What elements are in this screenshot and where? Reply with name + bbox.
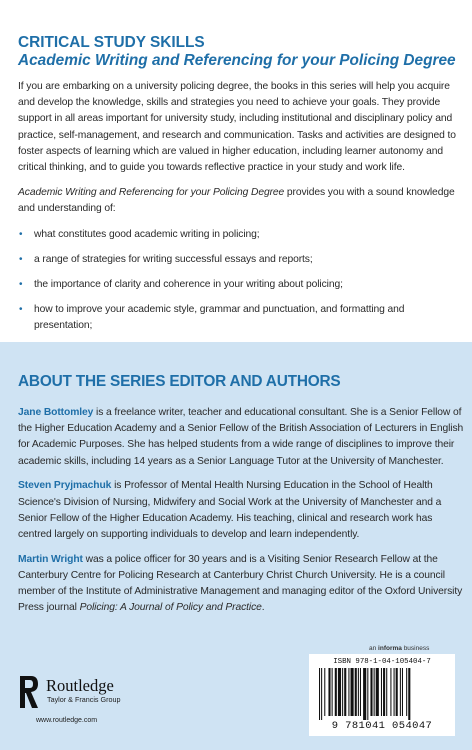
author-bio-text: was a police officer for 30 years and is a Visiting Senior Research Fellow at the Canterbury Centre for Policing Research at Canterbury Christ Church University. He is a council member of the Institute of Administrative Management and managing editor of the Oxford University Press journal bbox=[18, 553, 463, 614]
series-description-section bbox=[0, 0, 472, 342]
author-name: Steven Pryjmachuk bbox=[18, 480, 112, 492]
bullet-icon: • bbox=[19, 228, 23, 240]
author-name: Jane Bottomley bbox=[18, 407, 94, 418]
list-item-text: what constitutes good academic writing in policing; bbox=[34, 228, 260, 240]
learning-points-list bbox=[18, 227, 464, 359]
intro-paragraph: If you are embarking on a university policing degree, the books in this series will help you acquire and develop the knowledge, skills and strategies you need to achieve your goals. They provide support in all areas important for university study, including institutional and disciplinary policy and practice, self-management, and research and communication. Tasks and activities are designed to foster aspects of learning which are valued in higher education, including learner autonomy and critical thinking, and to guide you towards reflective practice in your study and work life. bbox=[18, 81, 456, 174]
intro-text bbox=[18, 79, 464, 368]
list-item bbox=[18, 277, 464, 293]
author-bios bbox=[18, 405, 464, 625]
about-heading: ABOUT THE SERIES EDITOR AND AUTHORS bbox=[18, 373, 341, 390]
series-title: CRITICAL STUDY SKILLS bbox=[18, 34, 205, 51]
isbn-label: ISBN 978-1-04-105404-7 bbox=[333, 658, 431, 666]
bullet-icon: • bbox=[19, 303, 23, 315]
author-bio bbox=[18, 405, 464, 470]
series-subtitle: Academic Writing and Referencing for your Policing Degree bbox=[18, 52, 456, 69]
barcode-bars bbox=[319, 668, 445, 720]
about-authors-section bbox=[0, 342, 472, 750]
publisher-name: Routledge bbox=[46, 676, 114, 695]
book-summary-text: provides you with a sound knowledge and understanding of: bbox=[18, 187, 455, 215]
author-bio bbox=[18, 552, 464, 617]
bullet-icon: • bbox=[19, 278, 23, 290]
author-name: Martin Wright bbox=[18, 553, 83, 565]
informa-brand: informa bbox=[378, 645, 402, 652]
routledge-logo-icon bbox=[18, 675, 40, 709]
author-bio bbox=[18, 478, 464, 543]
barcode bbox=[309, 654, 455, 736]
barcode-number: 9 781041 054047 bbox=[331, 720, 433, 732]
author-bio-text: is Professor of Mental Health Nursing Education in the School of Health Science's Division of Nursing, Midwifery and Social Work at the University of Manchester and a Senior Fellow of the Higher Education Academy. His teaching, clinical and research work has centred largely on supporting individuals to develop and learn independently. bbox=[18, 480, 442, 540]
bio-end: . bbox=[261, 602, 265, 614]
bullet-icon: • bbox=[19, 253, 23, 265]
informa-prefix: an bbox=[369, 645, 379, 652]
list-item-text: how to improve your academic style, grammar and punctuation, and formatting and presentation; bbox=[34, 303, 405, 331]
journal-title: Policing: A Journal of Policy and Practice bbox=[79, 602, 262, 614]
publisher-group: Taylor & Francis Group bbox=[47, 695, 121, 704]
book-title: Academic Writing and Referencing for your Policing Degree bbox=[18, 187, 285, 199]
list-item bbox=[18, 302, 464, 334]
publisher-block bbox=[18, 673, 158, 733]
list-item-text: the importance of clarity and coherence in your writing about policing; bbox=[34, 278, 343, 290]
series-heading bbox=[18, 34, 458, 70]
publisher-url[interactable]: www.routledge.com bbox=[36, 717, 98, 724]
list-item-text: a range of strategies for writing successful essays and reports; bbox=[34, 253, 313, 265]
informa-business-label bbox=[369, 645, 429, 652]
book-summary-paragraph bbox=[18, 185, 464, 217]
list-item bbox=[18, 252, 464, 268]
author-bio-text: is a freelance writer, teacher and educational consultant. She is a Senior Fellow of the Higher Education Academy and a Senior Fellow of the British Association of Lecturers in English for Academic Purposes. She has helped students from a wide range of disciplines to improve their academic skills, including 14 years as a Senior Language Tutor at the University of Manchester. bbox=[18, 407, 464, 467]
informa-suffix: business bbox=[401, 645, 430, 652]
list-item bbox=[18, 227, 464, 243]
